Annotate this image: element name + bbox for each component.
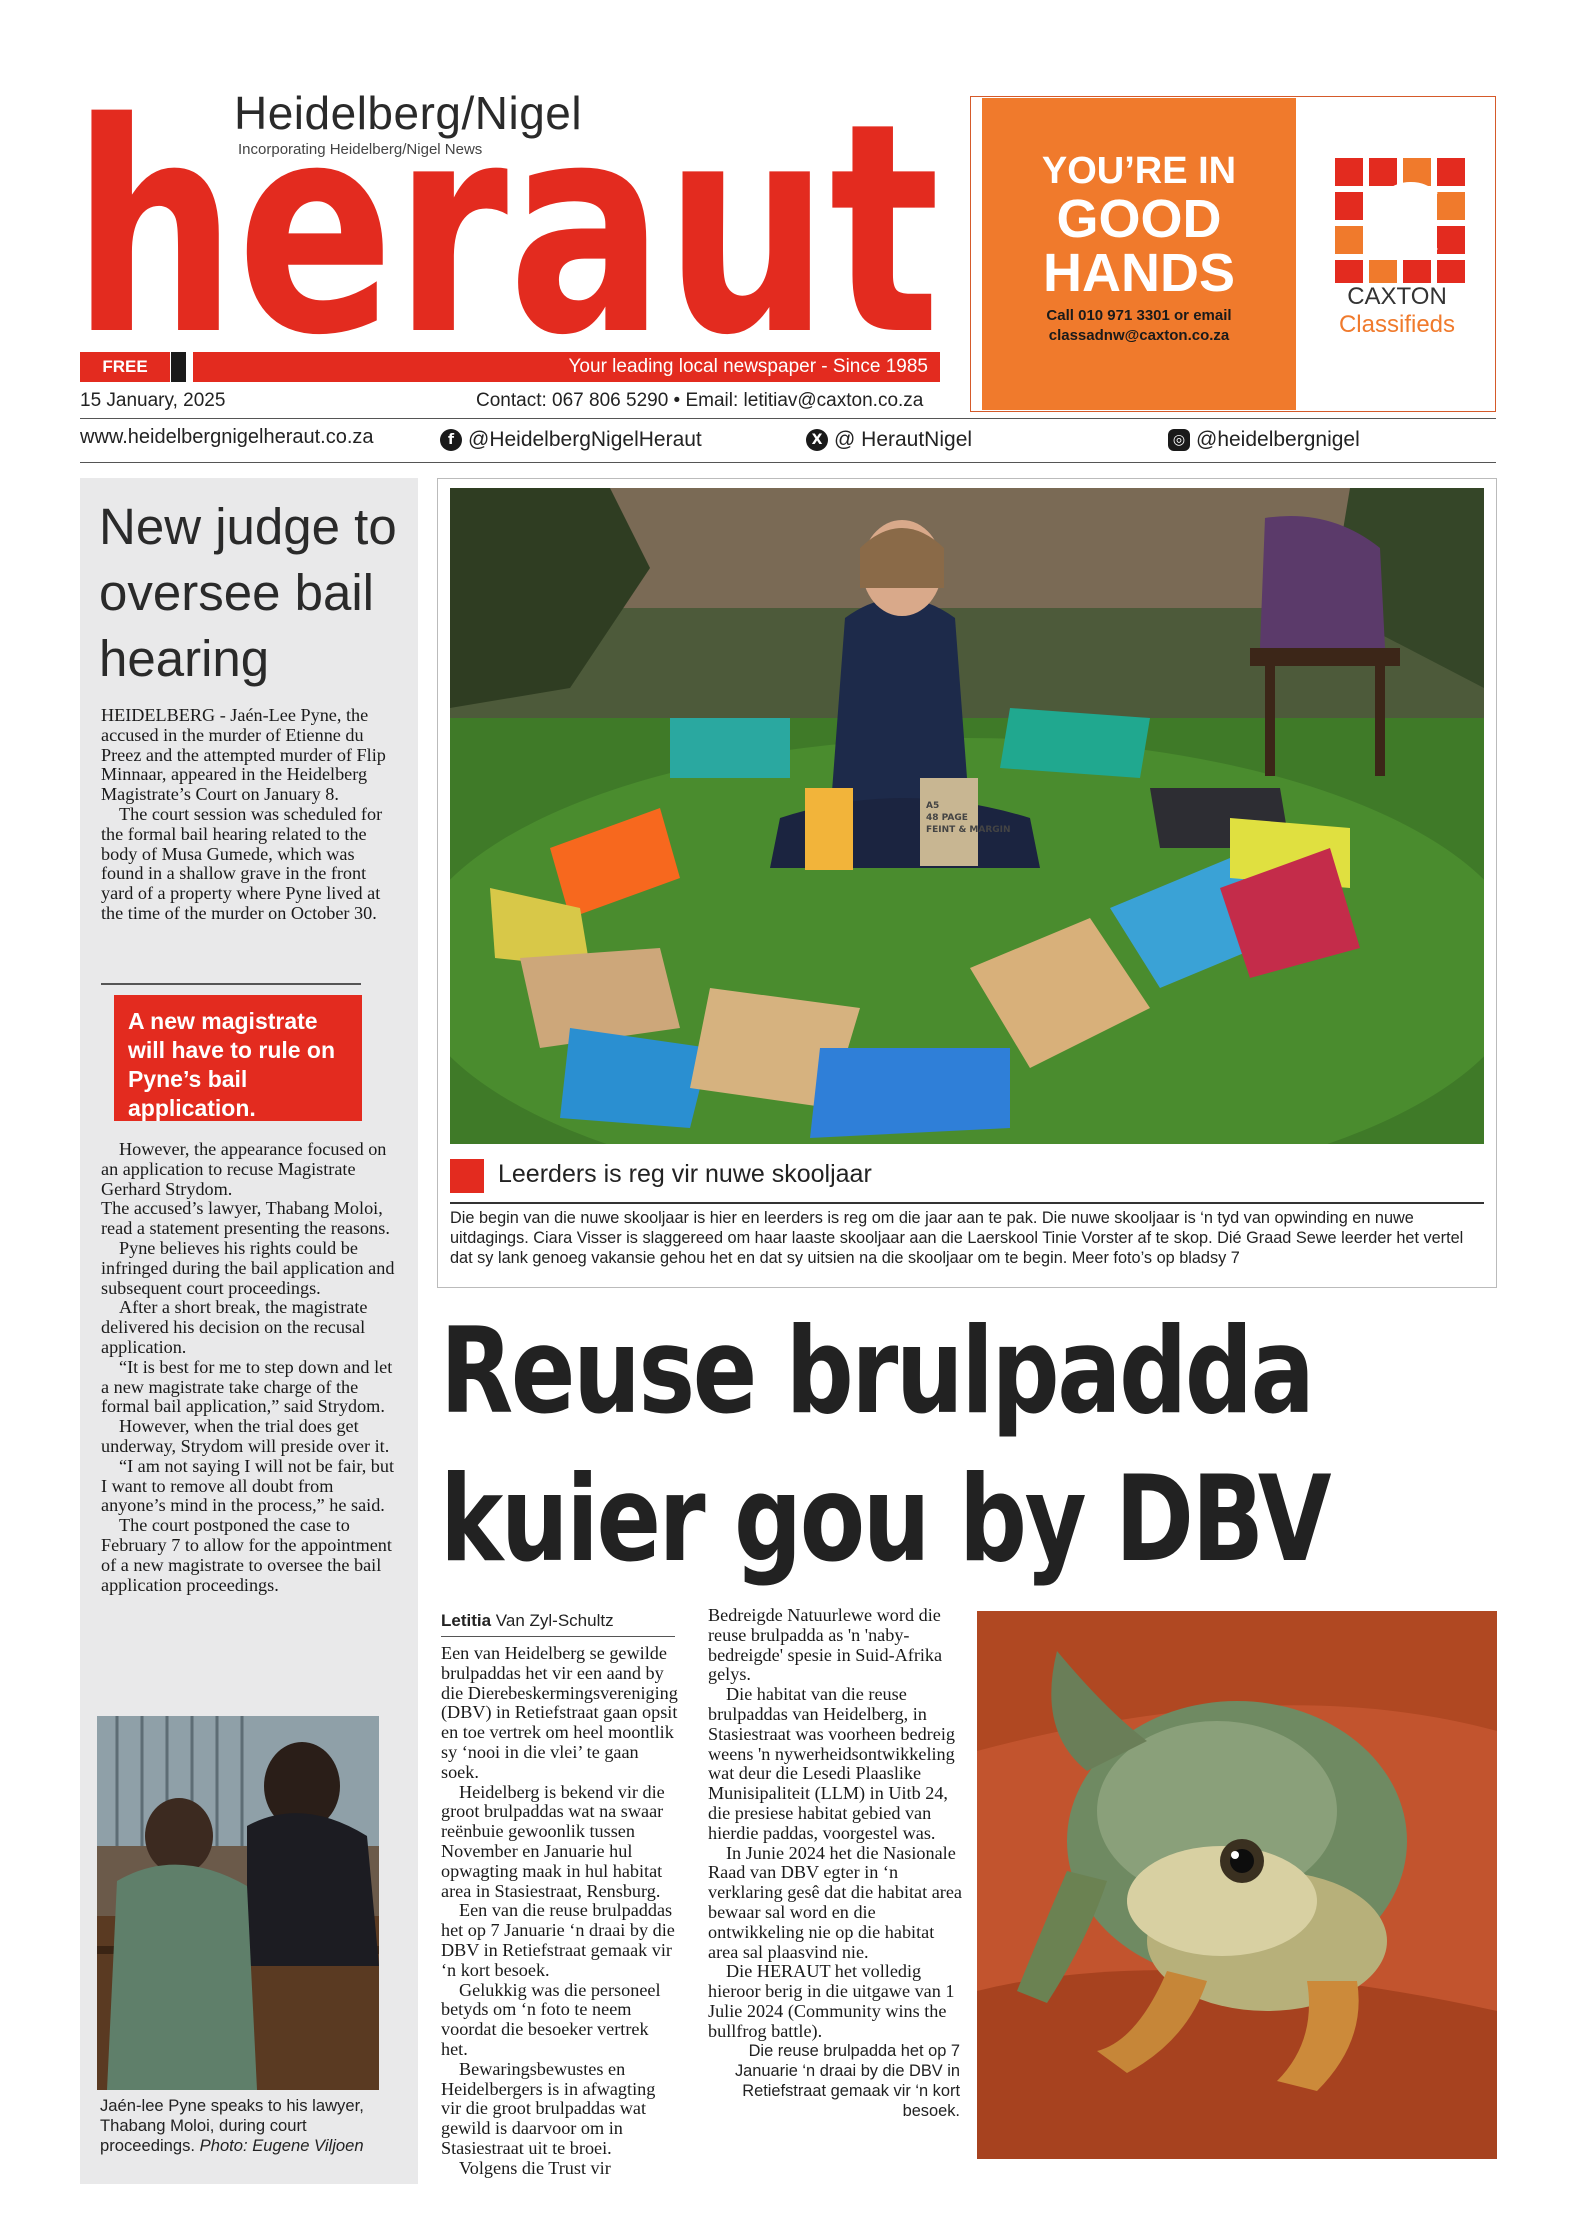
facebook-handle: @HeidelbergNigelHeraut <box>468 428 702 451</box>
court-photo-caption <box>100 2096 400 2156</box>
website-link[interactable]: www.heidelbergnigelheraut.co.za <box>80 426 374 448</box>
masthead-subtitle: Heidelberg/Nigel <box>234 87 583 139</box>
paragraph: “It is best for me to step down and let a new magistrate take charge of the formal bail application,” said Strydom. <box>101 1356 393 1417</box>
ad-email-link[interactable]: classadnw@caxton.co.za <box>1048 327 1230 344</box>
masthead-tagline: Your leading local newspaper - Since 1985 <box>193 352 940 382</box>
school-photo[interactable] <box>450 488 1484 1144</box>
paragraph: After a short break, the magistrate delivered his decision on the recusal application. <box>101 1297 368 1357</box>
frog-story-column-2 <box>708 1606 968 2042</box>
frog-story-column-1 <box>441 1644 679 2179</box>
paragraph: The court postponed the case to February 7 to allow for the appointment of a new magistrate to oversee the bail application proceedings. <box>101 1515 392 1595</box>
photo-title-marker <box>450 1159 484 1193</box>
byline-first-name: Letitia <box>441 1611 492 1630</box>
byline-surname: Van Zyl-Schultz <box>491 1611 614 1630</box>
masthead-logo-text: heraut <box>72 108 940 348</box>
paragraph: HEIDELBERG - Jaén-Lee Pyne, the accused in the murder of Etienne du Preez and the attempted murder of Flip Minnaar, appeared in the Heidelberg Magistrate’s Court on January 8. <box>101 705 386 805</box>
paragraph: Die habitat van die reuse brulpaddas van Heidelberg, in Stasiestraat was voorheen bedreig weens 'n nywerheidsontwikkeling wat deur die Lesedi Plaaslike Munisipaliteit (LLM) in Uitb 24, die presiese habitat gebied van hierdie paddas, voorgestel was. <box>708 1684 955 1843</box>
court-photo[interactable] <box>97 1716 379 2090</box>
ad-brand: CAXTON <box>1347 283 1447 310</box>
paragraph: The accused’s lawyer, Thabang Moloi, read a statement presenting the reasons. <box>101 1198 390 1239</box>
x-icon: X <box>806 429 828 451</box>
book-label-1: A5 <box>926 801 940 811</box>
free-label: FREE <box>80 352 170 382</box>
masthead-incorporating: Incorporating Heidelberg/Nigel News <box>238 141 483 158</box>
x-handle: @ HerautNigel <box>834 428 973 451</box>
caption-text: Jaén-lee Pyne speaks to his lawyer, Thabang Moloi, during court proceedings. <box>100 2096 364 2155</box>
frog-photo-caption: Die reuse brulpadda het op 7 Januarie ‘n draai by die DBV in Retiefstraat gemaak vir ‘n kort besoek. <box>734 2042 960 2120</box>
paragraph: Bewaringsbewustes en Heidelbergers is in afwagting vir die groot brulpaddas wat gewild is daarvoor om in Stasiestraat uit te broei. <box>441 2058 656 2158</box>
judge-story-body-2 <box>101 1140 401 1595</box>
paragraph: Gelukkig was die personeel betyds om ‘n foto te neem voordat die besoeker vertrek het. <box>441 1979 661 2059</box>
facebook-link[interactable] <box>440 428 702 452</box>
frog-headline-line-1: Reuse brulpadda <box>440 1303 1313 1441</box>
photo-credit: Photo: Eugene Viljoen <box>199 2136 364 2155</box>
social-rule <box>80 462 1496 463</box>
paragraph: Een van Heidelberg se gewilde brulpaddas het vir een aand by die Dierebeskermingsvereniging (DBV) in Retiefstraat gaan opsit en toe vertrek om heel moontlik sy ‘nooi in die vlei’ te gaan soek. <box>441 1643 678 1782</box>
frog-headline-line-2: kuier gou by DBV <box>440 1451 1330 1589</box>
paragraph: Een van die reuse brulpaddas het op 7 Januarie ‘n draai by die DBV in Retiefstraat gemaak vir ‘n kort besoek. <box>441 1900 675 1980</box>
paragraph: Pyne believes his rights could be infringed during the bail application and subsequent court proceedings. <box>101 1237 395 1298</box>
caxton-logo-icon <box>1335 158 1465 283</box>
facebook-icon: f <box>440 429 462 451</box>
judge-story-headline[interactable]: New judge to oversee bail hearing <box>99 498 397 687</box>
contact-line: Contact: 067 806 5290 • Email: letitiav@caxton.co.za <box>476 390 924 411</box>
byline-rule <box>441 1636 675 1637</box>
paragraph: Die HERAUT het volledig hieroor berig in die uitgawe van 1 Julie 2024 (Community wins the bullfrog battle). <box>708 1961 955 2041</box>
paragraph: Bedreigde Natuurlewe word die reuse brulpadda as 'n 'naby-bedreigde' spesie in Suid-Afrika gelys. <box>708 1605 943 1685</box>
masthead-divider-tab <box>171 352 186 382</box>
paragraph: However, when the trial does get underway, Strydom will preside over it. <box>101 1416 390 1456</box>
frog-story-headline[interactable] <box>440 1298 1330 1594</box>
ad-headline-line-1: YOU’RE IN <box>1041 150 1237 192</box>
paragraph: Volgens die Trust vir <box>459 2157 611 2178</box>
book-label-3: FEINT & MARGIN <box>926 825 1011 835</box>
photo-rule <box>450 1202 1484 1204</box>
paragraph: Heidelberg is bekend vir die groot brulpaddas wat na swaar reënbuie gewoonlik tussen November en Januarie hul opwagting maak in hul habitat area in Stasiestraat, Rensburg. <box>441 1781 665 1901</box>
instagram-link[interactable] <box>1168 428 1360 452</box>
ad-headline-line-2: GOOD <box>1056 189 1222 249</box>
ad-call-line: Call 010 971 3301 or email <box>1046 307 1232 324</box>
byline <box>441 1611 614 1631</box>
judge-story-body-1 <box>101 706 401 924</box>
photo-title[interactable]: Leerders is reg vir nuwe skooljaar <box>498 1160 872 1188</box>
issue-date: 15 January, 2025 <box>80 390 226 411</box>
paragraph: The court session was scheduled for the formal bail hearing related to the body of Musa Gumede, which was found in a shallow grave in the front yard of a property where Pyne lived at the time of the murder on October 30. <box>101 803 383 923</box>
book-label-2: 48 PAGE <box>926 813 968 823</box>
ad-brand-sub: Classifieds <box>1338 311 1456 338</box>
pull-quote: A new magistrate will have to rule on Pyne’s bail application. <box>114 995 362 1121</box>
paragraph: “I am not saying I will not be fair, but I want to remove all doubt from anyone’s mind in the process,” he said. <box>101 1455 395 1516</box>
ad-headline <box>982 150 1296 303</box>
bullfrog-photo[interactable] <box>977 1611 1497 2159</box>
ad-headline-line-3: HANDS <box>1042 243 1235 303</box>
masthead-logo[interactable] <box>72 108 942 348</box>
ad-contact <box>982 306 1296 346</box>
paragraph: However, the appearance focused on an application to recuse Magistrate Gerhard Strydom. <box>101 1139 387 1199</box>
instagram-handle: @heidelbergnigel <box>1196 428 1360 451</box>
instagram-icon: ◎ <box>1168 429 1190 451</box>
x-link[interactable] <box>806 428 972 452</box>
story-rule <box>101 983 361 985</box>
header-rule <box>80 418 1496 419</box>
photo-caption: Die begin van die nuwe skooljaar is hier en leerders is reg om die jaar aan te pak. Die nuwe skooljaar is ‘n tyd van opwinding en nuwe uitdagings. Ciara Visser is slaggereed om haar laaste skooljaar aan die Laerskool Tinie Vorster af te skop. Dié Graad Sewe leerder het vertel dat sy lank genoeg vakansie gehou het en dat sy uitsien na die skooljaar om te begin. Meer foto’s op bladsy 7 <box>450 1209 1464 1267</box>
paragraph: In Junie 2024 het die Nasionale Raad van DBV egter in ‘n verklaring gesê dat die habitat area bewaar sal word en die ontwikkeling nie op die habitat area sal plaasvind nie. <box>708 1842 962 1962</box>
